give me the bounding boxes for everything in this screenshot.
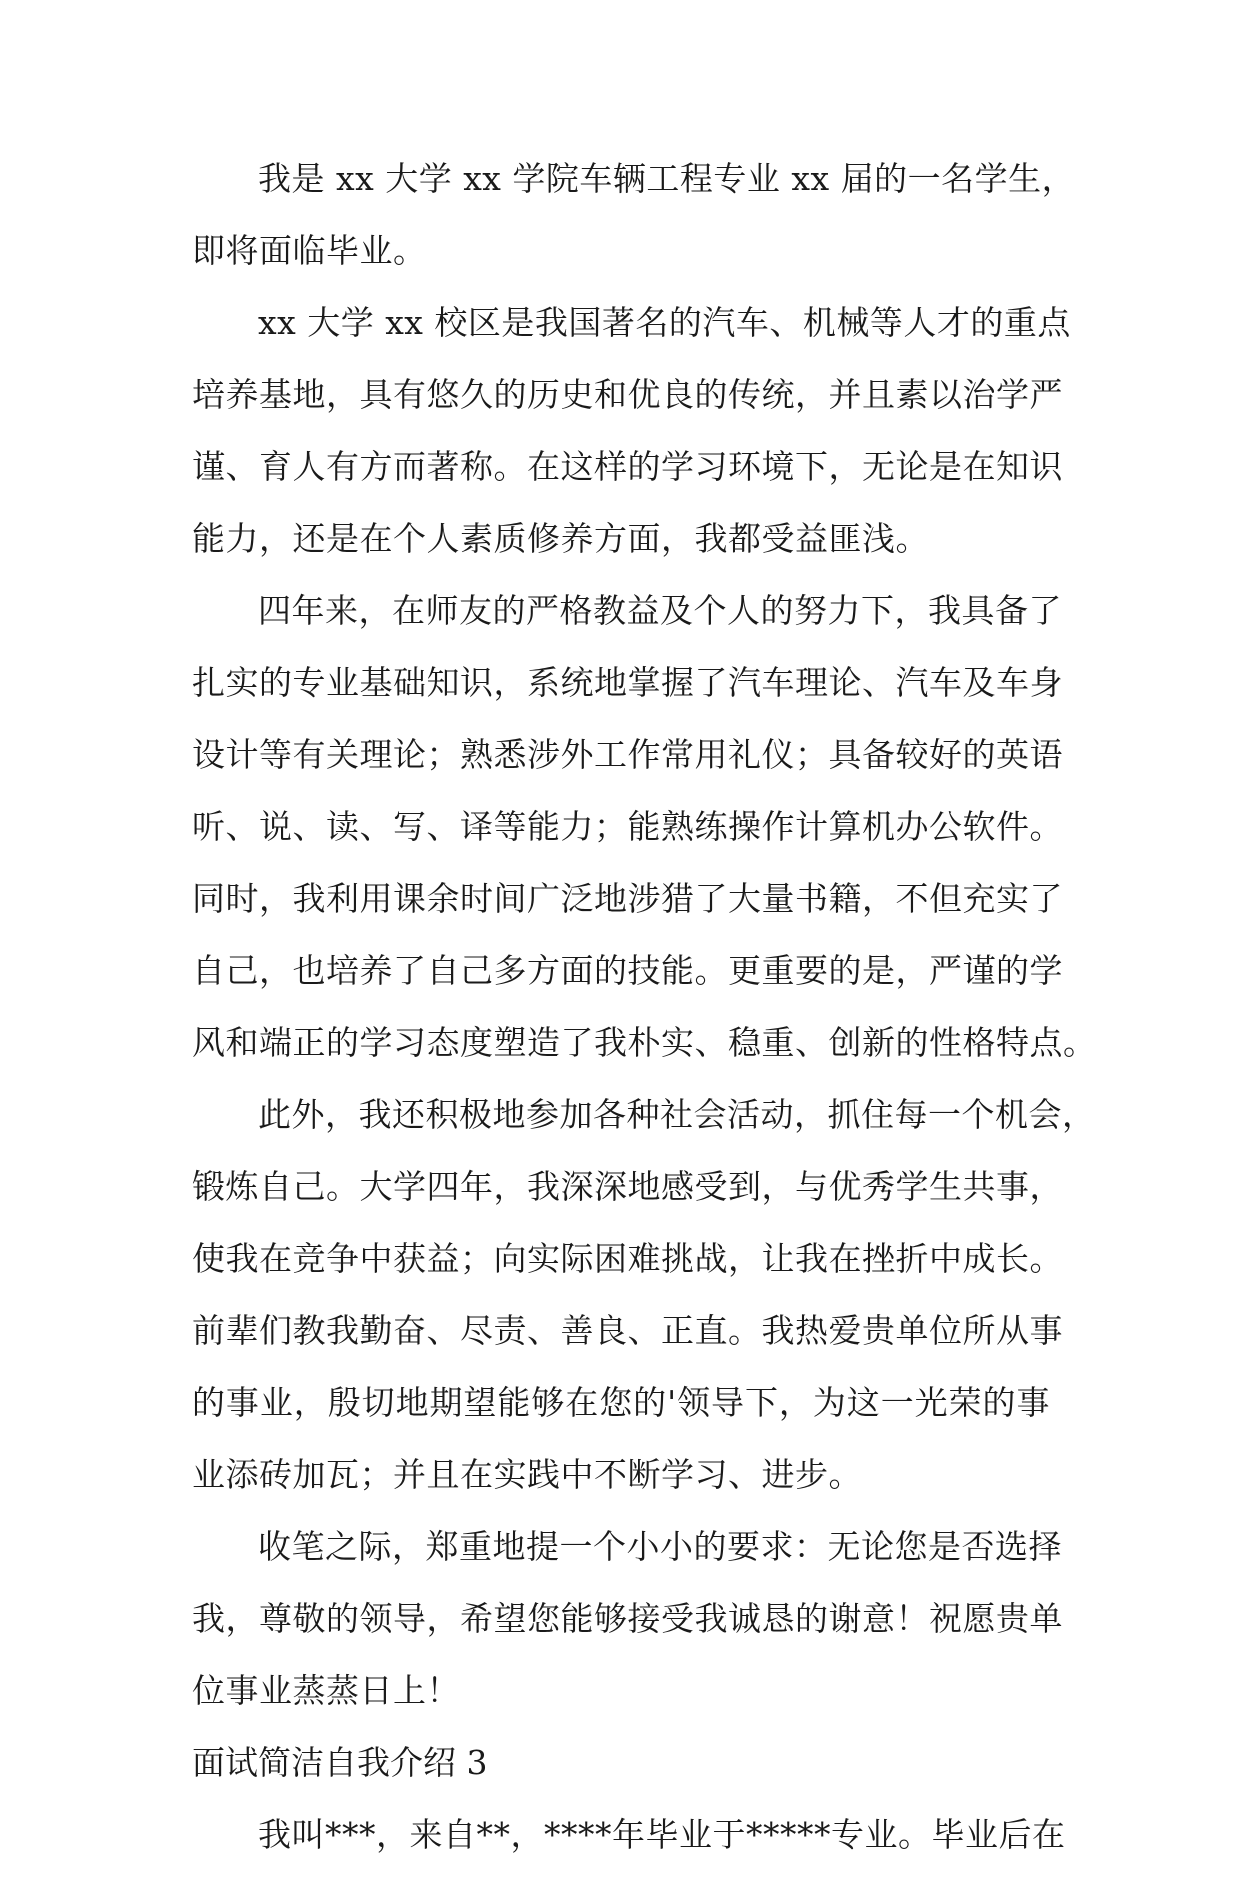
text-line: 位事业蒸蒸日上！ <box>192 1671 460 1710</box>
text-line: 自己，也培养了自己多方面的技能。更重要的是，严谨的学 <box>192 951 1063 990</box>
section-heading: 面试简洁自我介绍 3 <box>192 1743 488 1782</box>
text-line: xx 大学 xx 校区是我国著名的汽车、机械等人才的重点 <box>258 303 1071 342</box>
text-line: 扎实的专业基础知识，系统地掌握了汽车理论、汽车及车身 <box>192 663 1063 702</box>
text-line: 使我在竞争中获益；向实际困难挑战，让我在挫折中成长。 <box>192 1239 1063 1278</box>
text-line: 听、说、读、写、译等能力；能熟练操作计算机办公软件。 <box>192 807 1063 846</box>
text-line: 此外，我还积极地参加各种社会活动，抓住每一个机会， <box>258 1095 1096 1134</box>
text-line: 设计等有关理论；熟悉涉外工作常用礼仪；具备较好的英语 <box>192 735 1063 774</box>
text-line: 谨、育人有方而著称。在这样的学习环境下，无论是在知识 <box>192 447 1063 486</box>
text-line: 我，尊敬的领导，希望您能够接受我诚恳的谢意！祝愿贵单 <box>192 1599 1063 1638</box>
text-line: 我叫***，来自**，****年毕业于*****专业。毕业后在 <box>258 1815 1066 1854</box>
text-line: 前辈们教我勤奋、尽责、善良、正直。我热爱贵单位所从事 <box>192 1311 1063 1350</box>
document-page <box>192 159 1097 1889</box>
text-line: 四年来，在师友的严格教益及个人的努力下，我具备了 <box>258 591 1062 630</box>
text-line: 培养基地，具有悠久的历史和优良的传统，并且素以治学严 <box>192 375 1063 414</box>
text-line: 我是 xx 大学 xx 学院车辆工程专业 xx 届的一名学生， <box>258 159 1076 198</box>
text-line: 即将面临毕业。 <box>192 231 427 270</box>
text-line: 的事业，殷切地期望能够在您的'领导下，为这一光荣的事 <box>192 1383 1050 1422</box>
text-line: 风和端正的学习态度塑造了我朴实、稳重、创新的性格特点。 <box>192 1023 1097 1062</box>
text-line: 业添砖加瓦；并且在实践中不断学习、进步。 <box>192 1455 862 1494</box>
text-line: 收笔之际，郑重地提一个小小的要求：无论您是否选择 <box>258 1527 1062 1566</box>
text-line: 能力，还是在个人素质修养方面，我都受益匪浅。 <box>192 519 929 558</box>
text-line: 锻炼自己。大学四年，我深深地感受到，与优秀学生共事， <box>192 1167 1063 1206</box>
text-line: 同时，我利用课余时间广泛地涉猎了大量书籍，不但充实了 <box>192 879 1063 918</box>
